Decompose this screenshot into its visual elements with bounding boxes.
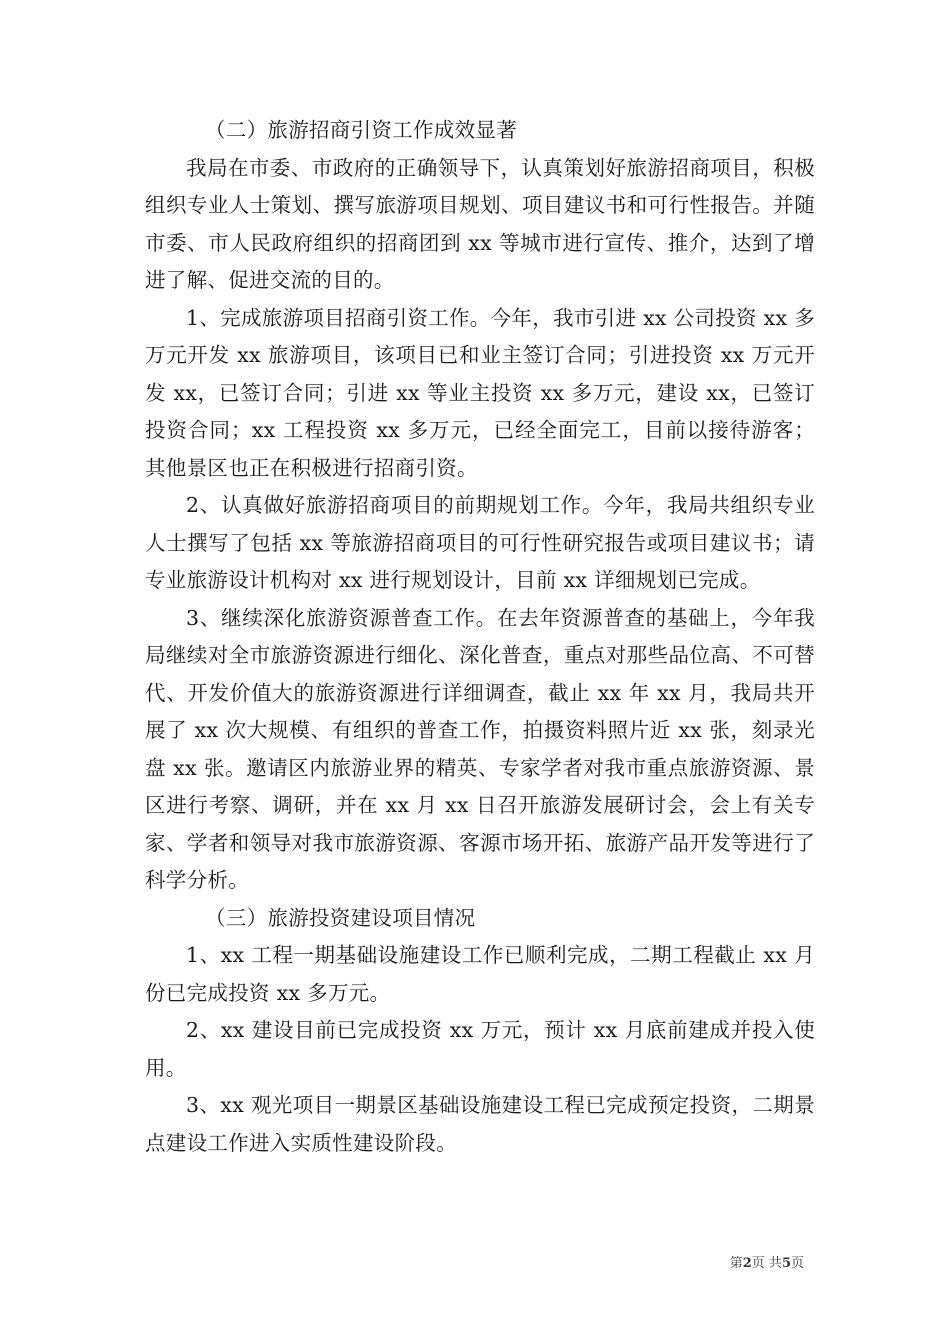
paragraph-item-2: 2、认真做好旅游招商项目的前期规划工作。今年，我局共组织专业人士撰写了包括 xx 等旅游招商项目的可行性研究报告或项目建议书；请专业旅游设计机构对 xx 进行规划设计，目前 xx 详细规划已完成。: [145, 493, 815, 592]
paragraph-project-3: 3、xx 观光项目一期景区基础设施建设工程已完成预定投资，二期景点建设工作进入实质性建设阶段。: [145, 1093, 815, 1155]
paragraph-project-1: 1、xx 工程一期基础设施建设工作已顺利完成，二期工程截止 xx 月份已完成投资 xx 多万元。: [145, 943, 815, 1005]
section-heading-3: （三）旅游投资建设项目情况: [205, 905, 476, 930]
footer-prefix: 第: [729, 1256, 743, 1271]
paragraph-intro: 我局在市委、市政府的正确领导下，认真策划好旅游招商项目，积极组织专业人士策划、撰写旅游项目规划、项目建议书和可行性报告。并随市委、市人民政府组织的招商团到 xx 等城市进行宣传、推介，达到了增进了解、促进交流的目的。: [145, 155, 815, 292]
paragraph-item-3: 3、继续深化旅游资源普查工作。在去年资源普查的基础上，今年我局继续对全市旅游资源进行细化、深化普查，重点对那些品位高、不可替代、开发价值大的旅游资源进行详细调查，截止 xx 年 xx 月，我局共开展了 xx 次大规模、有组织的普查工作，拍摄资料照片近 xx 张，刻录光盘 xx 张。邀请区内旅游业界的精英、专家学者对我市重点旅游资源、景区进行考察、调研，并在 xx 月 xx 日召开旅游发展研讨会，会上有关专家、学者和领导对我市旅游资源、客源市场开拓、旅游产品开发等进行了科学分析。: [145, 605, 815, 892]
footer-suffix: 页: [790, 1256, 804, 1271]
paragraph-project-2: 2、xx 建设目前已完成投资 xx 万元，预计 xx 月底前建成并投入使用。: [145, 1018, 815, 1080]
page-number-footer: [730, 1252, 804, 1271]
document-body: [145, 112, 815, 1162]
footer-middle: 页 共: [751, 1256, 782, 1271]
paragraph-item-1: 1、完成旅游项目招商引资工作。今年，我市引进 xx 公司投资 xx 多万元开发 xx 旅游项目，该项目已和业主签订合同；引进投资 xx 万元开发 xx，已签订合同；引进 xx 等业主投资 xx 多万元，建设 xx，已签订投资合同；xx 工程投资 xx 多万元，已经全面完工，目前以接待游客；其他景区也正在积极进行招商引资。: [145, 305, 815, 480]
current-page-number: 2: [742, 1256, 752, 1271]
section-heading-2: （二）旅游招商引资工作成效显著: [205, 118, 517, 142]
total-page-number: 5: [781, 1256, 791, 1271]
